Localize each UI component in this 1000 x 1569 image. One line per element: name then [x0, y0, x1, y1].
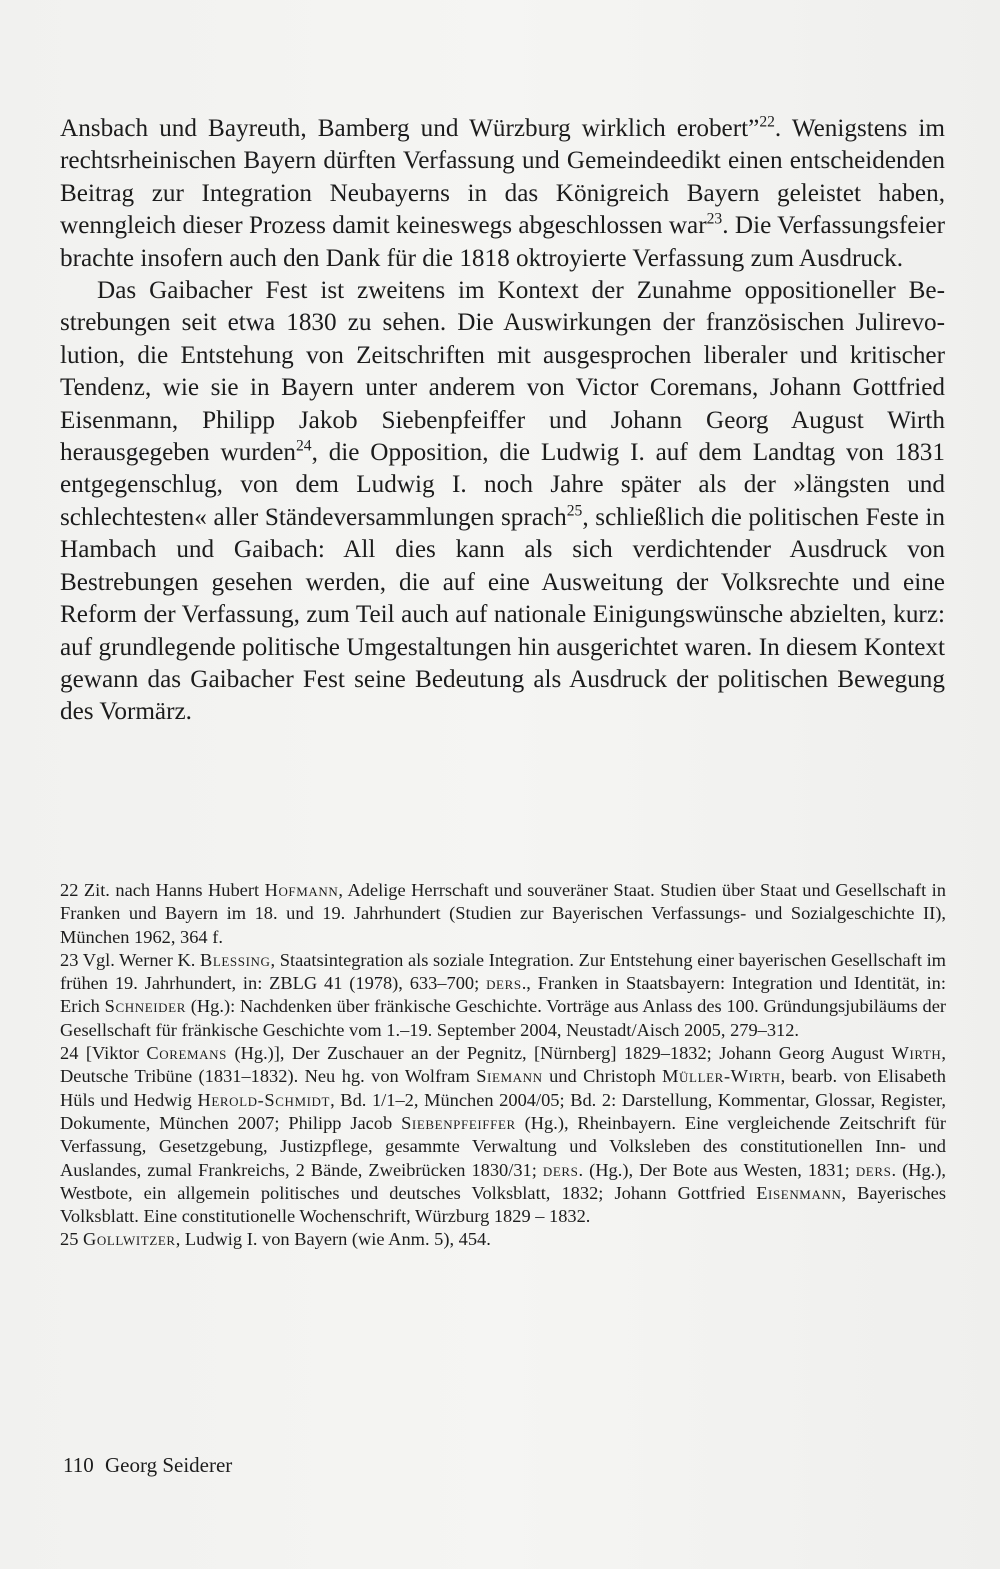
author-name: Siemann: [476, 1066, 543, 1087]
text-run: . (Hg.), Westbote, ein allgemein politisches und deutsches Volksblatt, 1832; Johann Gottfried: [60, 1159, 946, 1203]
footnote: [60, 1042, 946, 1228]
text-run: Das Gaibacher Fest ist zweitens im Kontext der Zunahme oppositioneller Bestrebungen seit etwa 1830 zu sehen. Die Auswirkungen der französischen Julirevolution, die Entstehung von Zeitschriften mit ausgesprochen liberaler und kritischer Tendenz, wie sie in Bayern unter anderem von Victor Coremans, Johann Gottfried Eisenmann, Philipp Jakob Siebenpfeiffer und Johann Georg August Wirth herausgegeben wurden: [60, 277, 945, 467]
page-number: 110: [63, 1453, 94, 1477]
text-run: , Bayerisches Volksblatt. Eine constitutionelle Wochenschrift, Würzburg 1829 – 1832.: [60, 1182, 946, 1227]
text-run: . (Hg.), Der Bote aus Westen, 1831;: [578, 1159, 856, 1180]
author-name: Schneider: [104, 996, 186, 1017]
author-name: ders: [486, 973, 522, 994]
text-run: . Wenigstens im rechtsrheinischen Bayern dürften Verfassung und Gemeindeedikt einen entscheidenden Beitrag zur Integration Neubayerns in das Königreich Bayern geleistet haben, wenngleich dieser Prozess damit keineswegs abgeschlossen war: [60, 115, 945, 240]
text-run: Ansbach und Bayreuth, Bamberg und Würzburg wirklich erobert”: [60, 115, 760, 142]
footnotes: [60, 879, 946, 1252]
author-name: Coremans: [146, 1043, 227, 1064]
main-text: [60, 113, 945, 729]
text-run: , Bd. 1/1–2, München 2004/05; Bd. 2: Darstellung, Kommentar, Glossar, Register, Dokumente, München 2007; Philipp Jacob: [60, 1089, 946, 1133]
text-run: , Deutsche Tribüne (1831–1832). Neu hg. von Wolfram: [60, 1043, 946, 1087]
text-run: , schließlich die politischen Feste in Hambach und Gaibach: All dies kann als sich verdichtender Ausdruck von Bestrebungen gesehen werden, die auf eine Ausweitung der Volksrechte und eine Reform der Verfassung, zum Teil auch auf nationale Einigungswünsche abzielten, kurz: auf grundlegende politische Umgestaltungen hin ausgerichtet waren. In diesem Kontext gewann das Gaibacher Fest seine Bedeutung als Ausdruck der politischen Bewegung des Vormärz.: [60, 503, 946, 726]
footnote-reference: 23: [706, 210, 723, 228]
text-run: 24 [Viktor: [60, 1043, 147, 1064]
author-name: ders: [542, 1159, 579, 1180]
text-run: , die Opposition, die Ludwig I. auf dem Landtag von 1831 entgegenschlug, von dem Ludwig I. noch Jahre später als der »längsten und schlechtesten« aller Ständeversammlungen sprach: [60, 439, 945, 531]
text-run: 23 Vgl. Werner K.: [60, 949, 200, 970]
text-run: ., Franken in Staatsbayern: Integration und Identität, in: Erich: [60, 973, 946, 1017]
text-run: (Hg.): Nachdenken über fränkische Geschichte. Vorträge aus Anlass des 100. Gründungsjubiläums der Gesellschaft für fränkische Geschichte vom 1.–19. September 2004, Neustadt/Aisch 2005, 279–312.: [60, 996, 946, 1040]
author-name: Herold-Schmidt: [197, 1089, 331, 1110]
author-name: ders: [855, 1159, 892, 1180]
text-run: , Ludwig I. von Bayern (wie Anm. 5), 454.: [175, 1229, 491, 1250]
author-name: Müller-Wirth: [662, 1066, 781, 1087]
text-run: . Die Verfassungsfeier brachte insofern auch den Dank für die 1818 oktroyierte Verfassung zum Ausdruck.: [60, 212, 945, 272]
author-name: Eisenmann: [756, 1182, 842, 1203]
author-name: Hofmann: [264, 880, 339, 900]
author-name: Blessing: [199, 949, 271, 970]
text-run: und Christoph: [542, 1066, 663, 1087]
footnote-reference: 24: [296, 437, 312, 455]
footnote: [60, 1228, 946, 1251]
footnote-reference: 22: [759, 113, 775, 131]
paragraph: [60, 275, 945, 729]
text-run: , Adelige Herrschaft und souveräner Staat. Studien über Staat und Gesellschaft in Franken und Bayern im 18. und 19. Jahrhundert (Studien zur Bayerischen Verfassungs- und Sozialgeschichte II), München 1962, 364 f.: [60, 880, 946, 947]
author-name: Gollwitzer: [83, 1229, 176, 1250]
text-run: (Hg.), Rheinbayern. Eine vergleichende Zeitschrift für Verfassung, Gesetzgebung, Justizpflege, gesammte Verwaltung und Volksleben des constitutionellen Inn- und Auslandes, zumal Frankreichs, 2 Bände, Zweibrücken 1830/31;: [60, 1112, 946, 1180]
footnote-reference: 25: [566, 502, 583, 520]
text-run: 25: [60, 1229, 83, 1250]
footnote: [60, 879, 946, 949]
text-run: , bearb. von Elisabeth Hüls und Hedwig: [60, 1066, 946, 1110]
author-name: Wirth: [891, 1043, 942, 1064]
running-head-author: Georg Seiderer: [104, 1453, 233, 1477]
text-run: (Hg.)], Der Zuschauer an der Pegnitz, [Nürnberg] 1829–1832; Johann Georg August: [227, 1043, 892, 1064]
paragraph: [60, 113, 945, 275]
footnote: [60, 949, 946, 1042]
author-name: Siebenpfeiffer: [401, 1112, 516, 1133]
page-footer: [63, 1452, 232, 1478]
text-run: 22 Zit. nach Hanns Hubert: [60, 880, 265, 900]
text-run: , Staatsintegration als soziale Integration. Zur Entstehung einer bayerischen Gesellschaft im frühen 19. Jahrhundert, in: ZBLG 41 (1978), 633–700;: [60, 949, 946, 994]
